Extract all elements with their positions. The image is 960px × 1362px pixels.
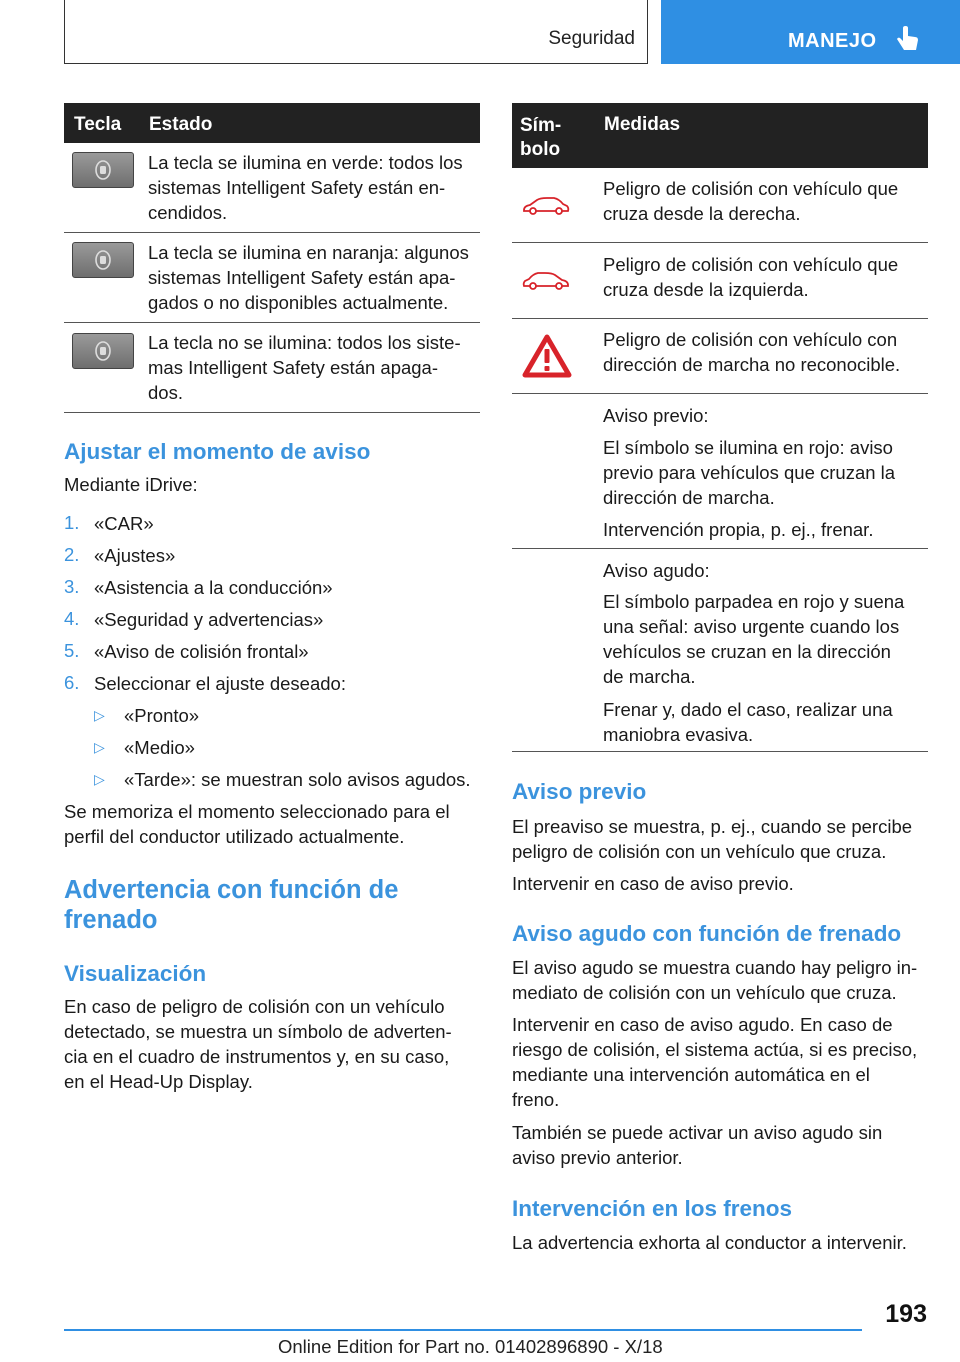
symbol-measure-text: Peligro de colisión con vehículo que cruza desde la derecha.: [603, 178, 899, 224]
row-divider: [64, 232, 480, 233]
footer-rule: [64, 1329, 862, 1331]
safety-key-icon: [72, 152, 134, 188]
header-chapter-label: MANEJO: [788, 30, 877, 52]
aviso-agudo-action: Frenar y, dado el caso, realizar una maniobra evasiva.: [603, 699, 893, 745]
option-text: «Pronto»: [124, 705, 200, 726]
step-number: 6.: [64, 672, 80, 693]
symbol-measure-text: Peligro de colisión con vehículo con dirección de marcha no reconocible.: [603, 329, 901, 375]
aviso-previo-action: Intervención propia, p. ej., frenar.: [603, 519, 874, 540]
footer-edition-text: Online Edition for Part no. 01402896890 - X/18: [278, 1336, 663, 1357]
row-divider: [64, 412, 480, 413]
option-text: «Medio»: [124, 737, 195, 758]
triangle-bullet-icon: ▷: [94, 707, 105, 723]
row-divider: [512, 751, 928, 752]
aviso-previo-p2: Intervenir en caso de aviso previo.: [512, 873, 794, 894]
step-text: «CAR»: [94, 513, 154, 534]
row-divider: [512, 393, 928, 394]
visualizacion-heading: Visualización: [64, 961, 207, 986]
warning-triangle-icon: [521, 333, 573, 379]
option-text: «Tarde»: se muestran solo avisos agudos.: [124, 769, 471, 790]
triangle-bullet-icon: ▷: [94, 771, 105, 787]
triangle-bullet-icon: ▷: [94, 739, 105, 755]
advertencia-heading-line2: frenado: [64, 906, 158, 934]
symbol-table-header-simbolo: Sím- bolo: [520, 115, 562, 160]
key-table-header-estado: Estado: [149, 114, 213, 135]
key-state-text: La tecla no se ilumina: todos los siste- mas Intelligent Safety están apaga- dos.: [148, 332, 461, 403]
header-frame: [64, 0, 648, 64]
step-number: 1.: [64, 512, 80, 533]
symbol-measure-text: Peligro de colisión con vehículo que cruza desde la izquierda.: [603, 254, 899, 300]
aviso-previo-title: Aviso previo:: [603, 405, 709, 426]
intervencion-p1: La advertencia exhorta al conductor a intervenir.: [512, 1232, 907, 1253]
symbol-table-header-medidas: Medidas: [604, 114, 681, 135]
advertencia-heading-line1: Advertencia con función de: [64, 876, 399, 904]
ajustar-intro: Mediante iDrive:: [64, 474, 198, 495]
aviso-previo-heading: Aviso previo: [512, 779, 647, 804]
car-crossing-left-icon: [521, 270, 571, 292]
key-state-text: La tecla se ilumina en verde: todos los sistemas Intelligent Safety están en- cendidos.: [148, 152, 463, 223]
aviso-previo-p1: El preaviso se muestra, p. ej., cuando se percibe peligro de colisión con un vehículo que cruza.: [512, 816, 913, 862]
advertencia-text: En caso de peligro de colisión con un vehículo detectado, se muestra un símbolo de adverten- cia en el cuadro de instrumentos y, en su caso, en el Head-Up Display.: [64, 996, 452, 1092]
car-crossing-right-icon: [521, 195, 571, 217]
aviso-agudo-p1: El aviso agudo se muestra cuando hay peligro in- mediato de colisión con un vehículo que cruza.: [512, 957, 918, 1003]
step-number: 4.: [64, 608, 80, 629]
step-text: «Aviso de colisión frontal»: [94, 641, 309, 662]
advertencia-heading: [64, 875, 398, 935]
header-chapter-tab: [661, 0, 960, 64]
step-number: 5.: [64, 640, 80, 661]
row-divider: [512, 548, 928, 549]
key-table-header-tecla: Tecla: [74, 114, 122, 135]
page-number: 193: [885, 1300, 927, 1328]
step-text: «Seguridad y advertencias»: [94, 609, 324, 630]
ajustar-heading: Ajustar el momento de aviso: [64, 439, 371, 464]
symbol-table-header: [512, 103, 928, 168]
key-state-text: La tecla se ilumina en naranja: algunos sistemas Intelligent Safety están apa- gados o no disponibles actualmente.: [148, 242, 469, 313]
aviso-agudo-p3: También se puede activar un aviso agudo sin aviso previo anterior.: [512, 1122, 883, 1168]
safety-key-icon: [72, 333, 134, 369]
key-table-header: [64, 103, 480, 143]
aviso-agudo-heading: Aviso agudo con función de frenado: [512, 921, 902, 946]
intervencion-heading: Intervención en los frenos: [512, 1196, 793, 1221]
step-text: «Ajustes»: [94, 545, 176, 566]
aviso-previo-description: El símbolo se ilumina en rojo: aviso previo para vehículos que cruzan la dirección de marcha.: [603, 437, 896, 508]
row-divider: [512, 318, 928, 319]
safety-key-icon: [72, 242, 134, 278]
aviso-agudo-description: El símbolo parpadea en rojo y suena una señal: aviso urgente cuando los vehículos se cruzan en la dirección de marcha.: [603, 591, 905, 687]
aviso-agudo-title: Aviso agudo:: [603, 560, 710, 581]
aviso-agudo-p2: Intervenir en caso de aviso agudo. En caso de riesgo de colisión, el sistema actúa, si es preciso, mediante una intervención automática en el freno.: [512, 1014, 918, 1110]
step-text: «Asistencia a la conducción»: [94, 577, 333, 598]
row-divider: [64, 322, 480, 323]
step-number: 2.: [64, 544, 80, 565]
step-number: 3.: [64, 576, 80, 597]
hand-pointer-icon: [895, 26, 921, 54]
step-text: Seleccionar el ajuste deseado:: [94, 673, 346, 694]
row-divider: [512, 242, 928, 243]
ajustar-note: Se memoriza el momento seleccionado para el perfil del conductor utilizado actualmente.: [64, 801, 450, 847]
header-section-title: Seguridad: [548, 28, 635, 49]
